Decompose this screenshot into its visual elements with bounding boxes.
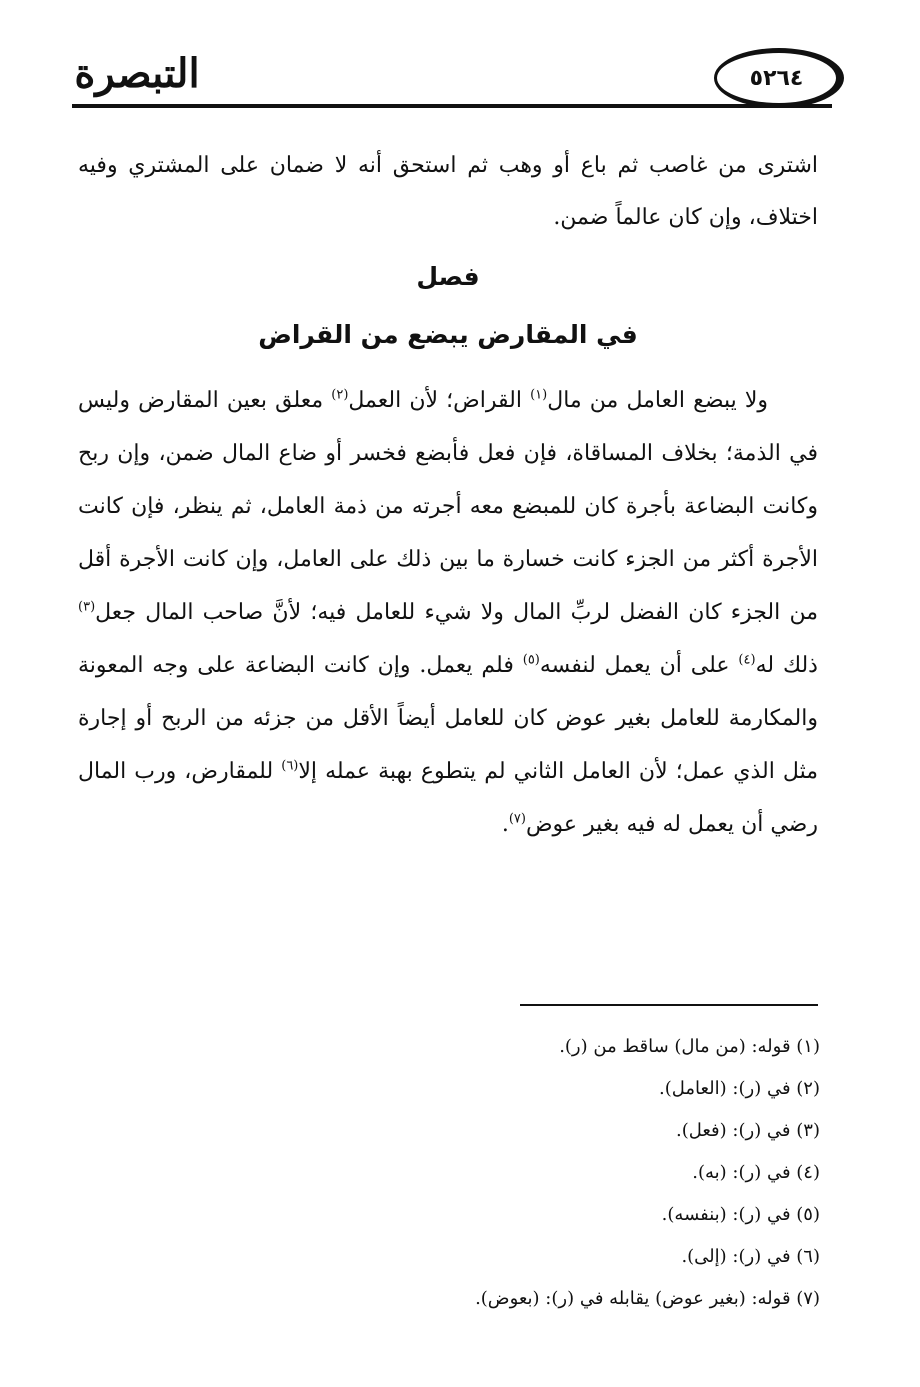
main-text-segment: على أن يعمل لنفسه xyxy=(539,653,739,678)
main-text-segment: ولا يبضع العامل من مال xyxy=(547,388,768,413)
main-text-segment: فلم يعمل. وإن كانت البضاعة على وجه المعونة والمكارمة للعامل بغير عوض كان للعامل أيضاً الأقل من جزئه من الربح أو إجارة مثل الذي عمل؛ لأن العامل الثاني لم يتطوع بهبة عمله إلا xyxy=(78,653,818,784)
main-text-segment: ذلك له xyxy=(755,653,818,678)
main-text-segment: معلق بعين المقارض وليس في الذمة؛ بخلاف المساقاة، فإن فعل فأبضع فخسر أو ضاع المال ضمن، وإن ربح وكانت البضاعة بأجرة كان للمبضع معه أجرته من ذمة العامل، ثم ينظر، فإن كانت الأجرة أكثر من الجزء كانت خسارة ما بين ذلك على العامل، وإن كانت الأجرة أقل من الجزء كان الفضل لربِّ المال ولا شيء للعامل فيه؛ لأنَّ صاحب المال جعل xyxy=(78,388,818,625)
page-number: ٥٢٦٤ xyxy=(714,48,844,108)
footnote-marker: (٥) xyxy=(522,652,540,668)
page-header xyxy=(72,42,832,112)
footnote-marker: (٤) xyxy=(738,652,756,668)
footnote-item: (٤) في (ر): (به). xyxy=(692,1162,820,1183)
footnote-item: (٢) في (ر): (العامل). xyxy=(659,1078,820,1099)
footnote-marker: (٣) xyxy=(78,599,96,615)
section-subheading: في المقارض يبضع من القراض xyxy=(258,320,638,349)
footnote-marker: (١) xyxy=(530,387,548,403)
main-text-segment: القراض؛ لأن العمل xyxy=(348,388,531,413)
footnote-separator xyxy=(520,1004,818,1006)
footnote-marker: (٢) xyxy=(331,387,349,403)
footnote-marker: (٧) xyxy=(508,811,526,827)
main-paragraph xyxy=(78,374,818,851)
footnote-item: (١) قوله: (من مال) ساقط من (ر). xyxy=(559,1036,820,1057)
footnote-item: (٥) في (ر): (بنفسه). xyxy=(661,1204,820,1225)
header-rule xyxy=(72,104,832,108)
book-title: التبصرة xyxy=(74,50,200,97)
footnote-marker: (٦) xyxy=(281,758,299,774)
opening-paragraph-text: اشترى من غاصب ثم باع أو وهب ثم استحق أنه لا ضمان على المشتري وفيه اختلاف، وإن كان عالماً ضمن. xyxy=(78,153,818,230)
section-heading: فصل xyxy=(416,262,480,291)
footnote-item: (٦) في (ر): (إلى). xyxy=(681,1246,820,1267)
main-text-segment: . xyxy=(501,812,509,837)
opening-paragraph xyxy=(78,140,818,244)
footnotes xyxy=(200,1026,820,1320)
main-text-segment: للمقارض، ورب المال رضي أن يعمل له فيه بغير عوض xyxy=(78,759,818,837)
footnote-item: (٣) في (ر): (فعل). xyxy=(676,1120,820,1141)
footnote-item: (٧) قوله: (بغير عوض) يقابله في (ر): (بعوض). xyxy=(475,1288,820,1309)
